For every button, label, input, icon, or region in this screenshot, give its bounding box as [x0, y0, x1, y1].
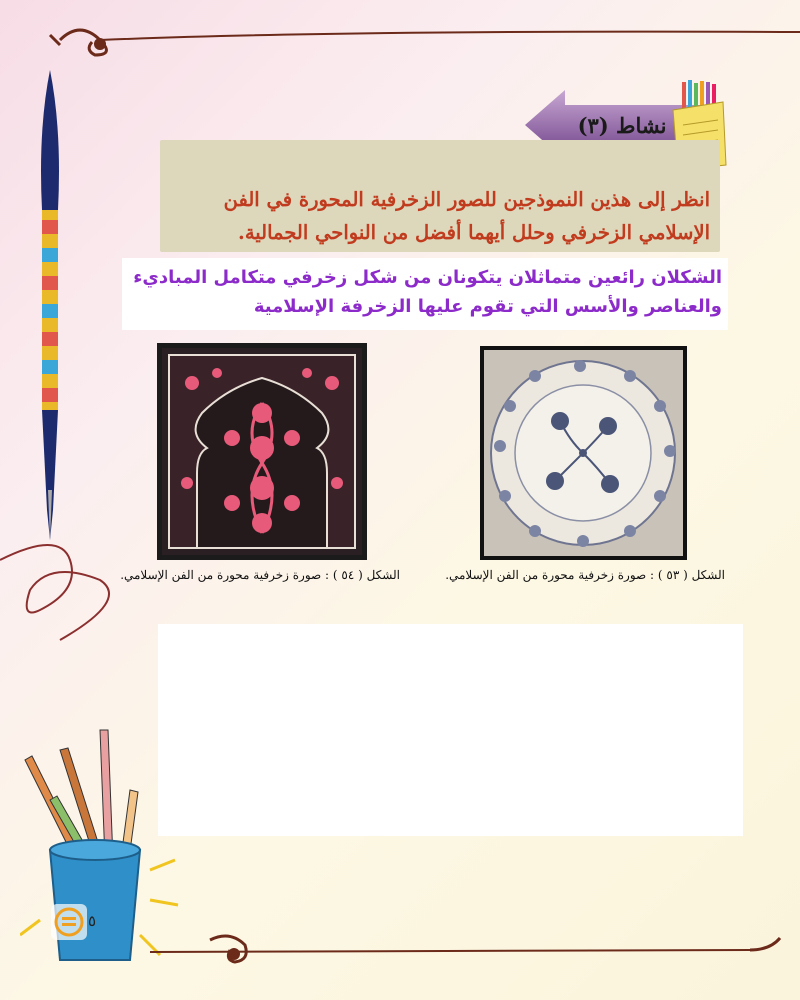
top-scroll-ornament: [40, 10, 800, 70]
activity-label: نشاط (٣): [577, 113, 667, 138]
blank-answer-area: [158, 624, 743, 836]
squiggle-ornament: [0, 520, 150, 650]
figure-54-caption: الشكل ( ٥٤ ) : صورة زخرفية محورة من الفن الإسلامي.: [120, 568, 400, 582]
figure-54-image: [157, 343, 367, 560]
logo-icon: [50, 903, 88, 941]
bottom-scroll-ornament: [150, 920, 800, 980]
instruction-text: انظر إلى هذين النموذجين للصور الزخرفية المحورة في الفن الإسلامي الزخرفي وحلل أيهما أفضل من النواحي الجمالية.: [223, 188, 710, 244]
figure-53-image: [480, 346, 687, 560]
figure-53-caption: الشكل ( ٥٣ ) : صورة زخرفية محورة من الفن الإسلامي.: [445, 568, 725, 582]
pen-icon: [30, 70, 70, 540]
answer-text: الشكلان رائعين متماثلان يتكونان من شكل زخرفي متكامل المباديء والعناصر والأسس التي تقوم عليها الزخرفة الإسلامية: [133, 267, 722, 317]
page-number: ٥: [88, 912, 97, 930]
